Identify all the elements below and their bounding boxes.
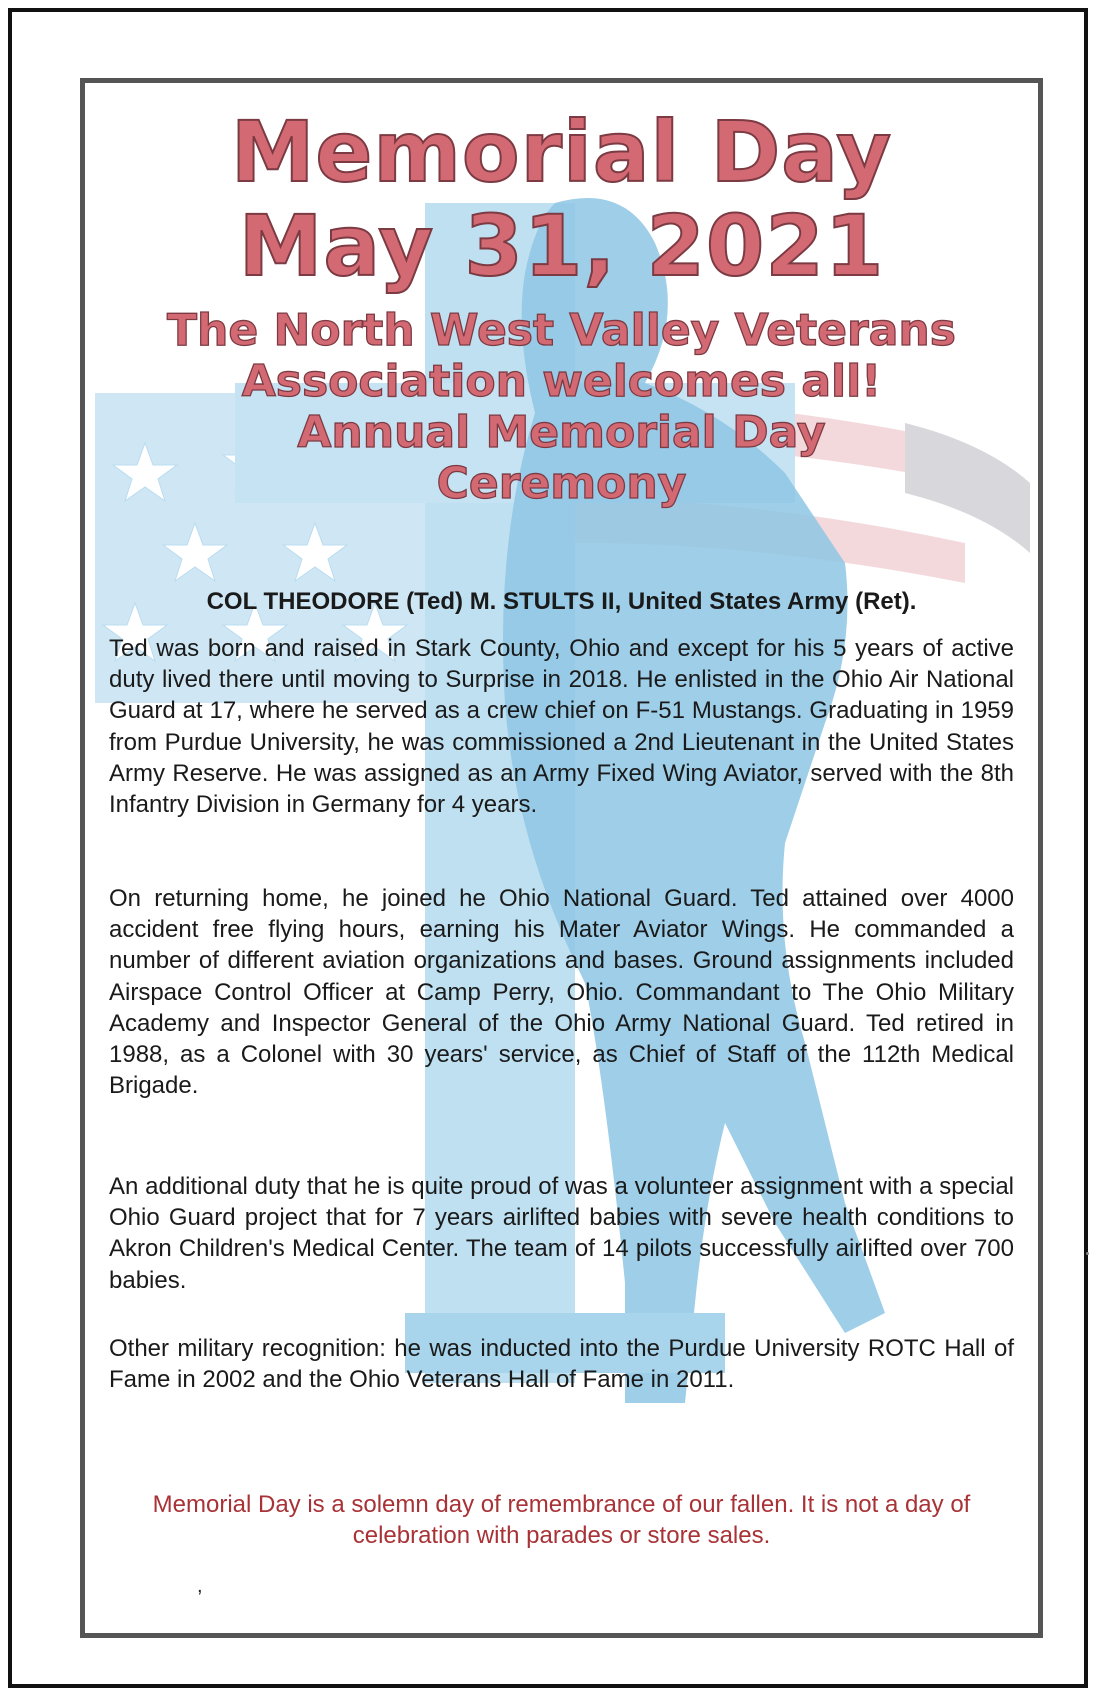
flyer-frame [80, 78, 1043, 1638]
subtitle-line-4: Ceremony [436, 458, 687, 509]
subtitle-line-3: Annual Memorial Day [297, 407, 826, 458]
bio-paragraph-4: Other military recognition: he was inducted into the Purdue University ROTC Hall of Fame in 2002 and the Ohio Veterans Hall of Fame in 2011. [109, 1335, 1014, 1394]
event-title: Memorial Day [230, 103, 893, 201]
event-date: May 31, 2021 [238, 197, 885, 295]
page-outer-border [8, 8, 1088, 1688]
bio-paragraph-1: Ted was born and raised in Stark County, Ohio and except for his 5 years of active duty lived there until moving to Surprise in 2018. He enlisted in the Ohio Air National Guard at 17, where he served as a crew chief on F-51 Mustangs. Graduating in 1959 from Purdue University, he was commissioned a 2nd Lieutenant in the United States Army Reserve. He was assigned as an Army Fixed Wing Aviator, served with the 8th Infantry Division in Germany for 4 years. [109, 635, 1014, 819]
bio-paragraph-3: An additional duty that he is quite proud of was a volunteer assignment with a special Ohio Guard project that for 7 years airlifted babies with severe health conditions to Akron Children's Medical Center. The team of 14 pilots successfully airlifted over 700 babies. [109, 1173, 1014, 1294]
flyer-content [85, 83, 1038, 1633]
bio-paragraph-2: On returning home, he joined he Ohio National Guard. Ted attained over 4000 accident free flying hours, earning his Mater Aviator Wings. He commanded a number of different aviation organizations and bases. Ground assignments included Airspace Control Officer at Camp Perry, Ohio. Commandant to The Ohio Military Academy and Inspector General of the Ohio Army National Guard. Ted retired in 1988, as a Colonel with 30 years' service, as Chief of Staff of the 112th Medical Brigade. [109, 885, 1014, 1100]
scan-speck [1086, 1252, 1089, 1255]
honoree-heading: COL THEODORE (Ted) M. STULTS II, United States Army (Ret). [206, 588, 917, 615]
stray-pen-mark: , [197, 1575, 203, 1597]
subtitle-line-2: Association welcomes all! [241, 356, 882, 407]
closing-statement: Memorial Day is a solemn day of remembrance of our fallen. It is not a day of celebration with parades or store sales. [152, 1491, 971, 1549]
subtitle-line-1: The North West Valley Veterans [167, 305, 956, 356]
